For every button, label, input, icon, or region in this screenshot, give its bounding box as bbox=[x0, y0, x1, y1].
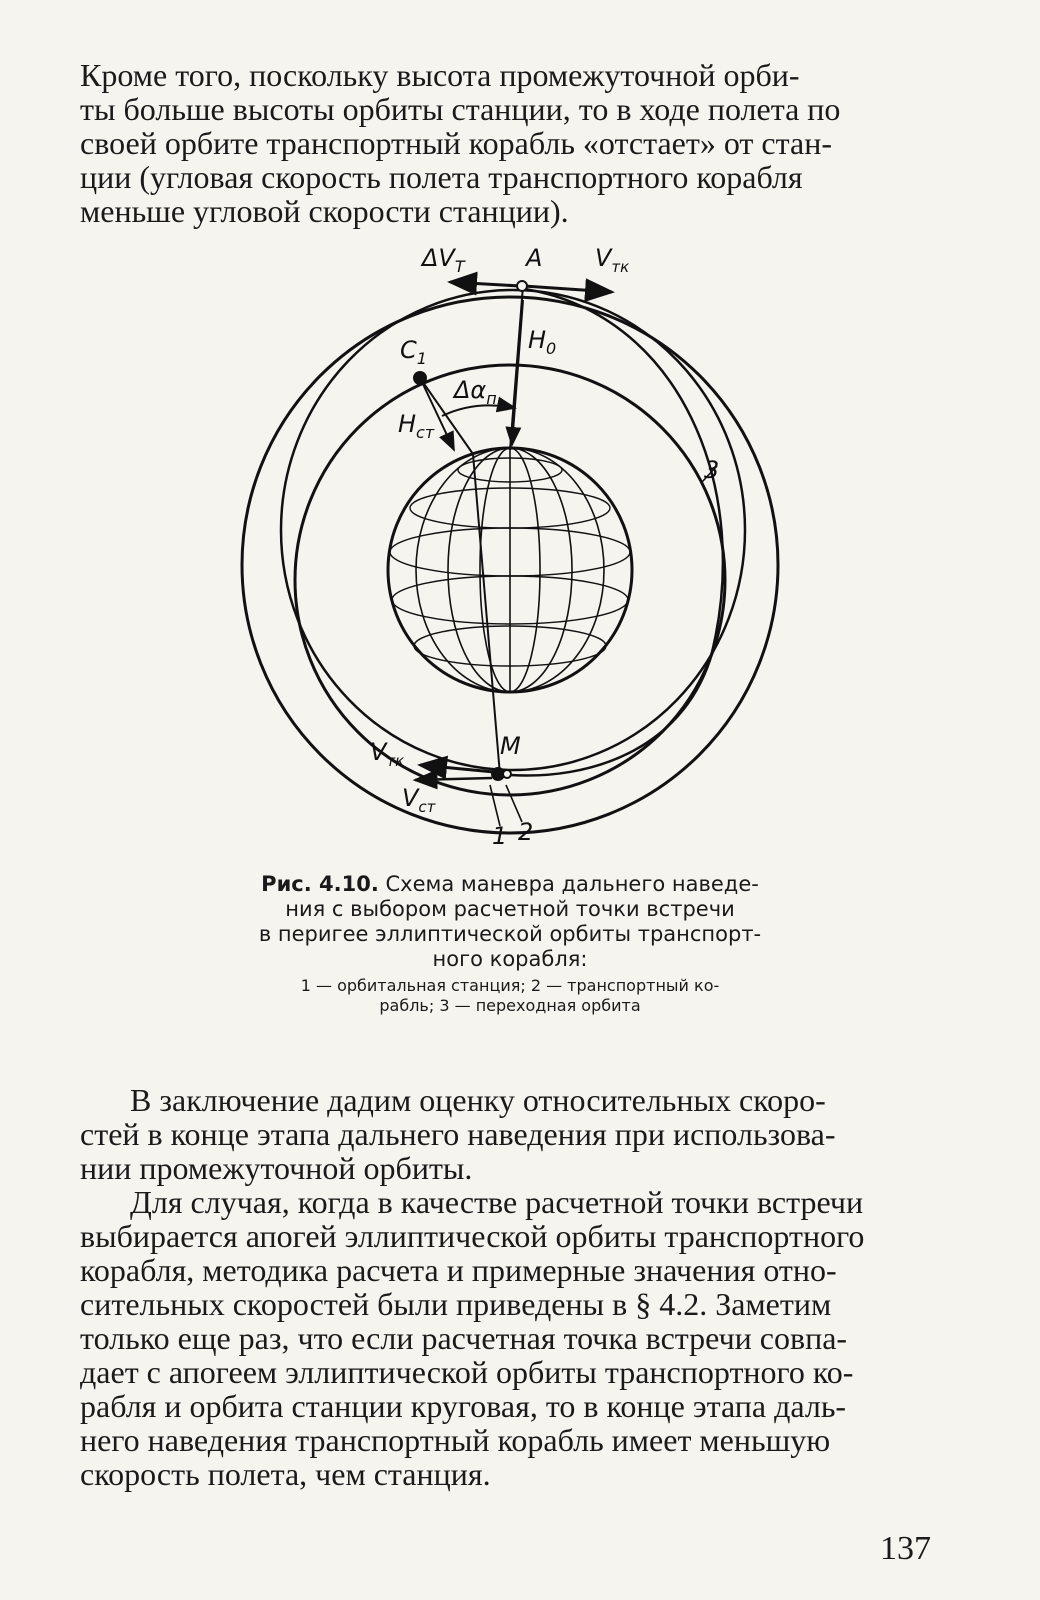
label-c1: $C_1$ bbox=[400, 336, 427, 368]
text-line: ции (угловая скорость полета транспортного корабля bbox=[80, 159, 803, 195]
transfer-orbit bbox=[281, 290, 745, 770]
text-line: Кроме того, поскольку высота промежуточной орби- bbox=[80, 57, 800, 93]
text-line: стей в конце этапа дальнего наведения при использова- bbox=[80, 1116, 836, 1152]
text-line: скорость полета, чем станция. bbox=[80, 1456, 491, 1492]
label-h0: $H_0$ bbox=[528, 326, 557, 358]
text-line: сительных скоростей были приведены в § 4.2. Заметим bbox=[80, 1286, 832, 1322]
label-vtk-top: $V_{тк}$ bbox=[595, 244, 630, 276]
caption-figure-tag: Рис. 4.10. bbox=[261, 872, 379, 896]
text-line: только еще раз, что если расчетная точка встречи совпа- bbox=[80, 1320, 848, 1356]
label-3: 3 bbox=[704, 456, 720, 484]
text-line: него наведения транспортный корабль имеет меньшую bbox=[80, 1422, 831, 1458]
text-line: ты больше высоты орбиты станции, то в ходе полета по bbox=[80, 91, 841, 127]
orbit-maneuver-figure bbox=[210, 240, 850, 860]
earth-globe bbox=[388, 448, 632, 692]
leader-2 bbox=[506, 785, 522, 822]
text-line: дает с апогеем эллиптической орбиты транспортного ко- bbox=[80, 1354, 854, 1390]
text-line: Для случая, когда в качестве расчетной точки встречи bbox=[130, 1184, 864, 1220]
caption-line: в перигее эллиптической орбиты транспорт- bbox=[258, 922, 762, 946]
text-line: выбирается апогей эллиптической орбиты транспортного bbox=[80, 1218, 865, 1254]
point-m-marker-2 bbox=[503, 770, 511, 778]
label-point-m: M bbox=[500, 732, 521, 760]
delta-alpha-arc bbox=[442, 405, 515, 416]
caption-legend bbox=[230, 976, 790, 1016]
text-line: В заключение дадим оценку относительных скоро- bbox=[130, 1082, 826, 1118]
label-delta-alpha: $\Delta\alpha_п$ bbox=[454, 376, 497, 408]
figure-caption bbox=[230, 872, 790, 1016]
station-c1-marker bbox=[413, 371, 427, 385]
h0-arrow bbox=[512, 300, 523, 445]
transfer-orbit-arc bbox=[510, 288, 723, 776]
text-line: нии промежуточной орбиты. bbox=[80, 1150, 473, 1186]
label-point-a: A bbox=[526, 244, 543, 272]
leader-1 bbox=[490, 785, 500, 826]
label-hst: $H_{ст}$ bbox=[398, 410, 435, 442]
label-vst: $V_{ст}$ bbox=[402, 784, 436, 816]
paragraph-1 bbox=[80, 58, 942, 228]
label-2: 2 bbox=[518, 818, 534, 846]
caption-line: Схема маневра дальнего наведе- bbox=[385, 872, 759, 896]
radius-m bbox=[473, 454, 500, 775]
text-line: корабля, методика расчета и примерные значения отно- bbox=[80, 1252, 837, 1288]
label-delta-vt: $\Delta V_T$ bbox=[422, 244, 465, 276]
text-line: своей орбите транспортный корабль «отстает» от стан- bbox=[80, 125, 832, 161]
caption-legend-line: рабль; 3 — переходная орбита bbox=[379, 996, 641, 1015]
paragraph-3 bbox=[80, 1185, 942, 1491]
caption-line: ния с выбором расчетной точки встречи bbox=[285, 897, 735, 921]
text-line: рабля и орбита станции круговая, то в конце этапа даль- bbox=[80, 1388, 847, 1424]
label-1: 1 bbox=[492, 822, 508, 850]
point-a-marker bbox=[517, 281, 527, 291]
paragraph-2 bbox=[80, 1083, 942, 1185]
text-line: меньше угловой скорости станции). bbox=[80, 193, 569, 229]
caption-legend-line: 1 — орбитальная станция; 2 — транспортный ко- bbox=[300, 976, 720, 995]
page-number: 137 bbox=[880, 1530, 931, 1567]
delta-vt-arrow bbox=[450, 282, 520, 286]
caption-line: ного корабля: bbox=[432, 947, 588, 971]
radius-a bbox=[510, 286, 523, 450]
label-vtk-bottom: $V_{тк}$ bbox=[370, 738, 405, 770]
